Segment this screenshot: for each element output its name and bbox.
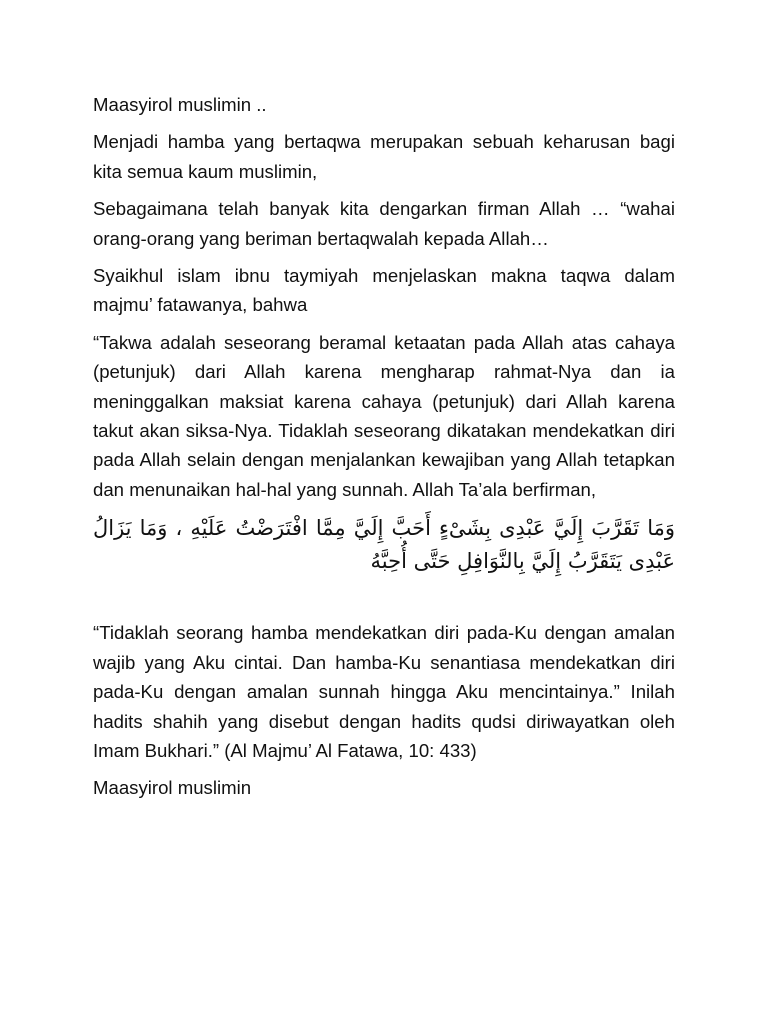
- intro-paragraph: Menjadi hamba yang bertaqwa merupakan sebuah keharusan bagi kita semua kaum muslimin,: [93, 131, 675, 182]
- closing-line: Maasyirol muslimin: [93, 777, 252, 799]
- firman-paragraph: Sebagaimana telah banyak kita dengarkan firman Allah … “wahai orang-orang yang beriman bertaqwalah kepada Allah…: [93, 198, 675, 249]
- greeting-line: Maasyirol muslimin ..: [93, 94, 267, 115]
- takwa-definition-paragraph: “Takwa adalah seseorang beramal ketaatan pada Allah atas cahaya (petunjuk) dari Allah karena mengharap rahmat-Nya dan ia meninggalkan maksiat karena cahaya (petunjuk) dari Allah karena takut akan siksa-Nya. Tidaklah seseorang dikatakan mendekatkan diri pada Allah selain dengan menjalankan kewajiban yang Allah tetapkan dan menunaikan hal-hal yang sunnah. Allah Ta’ala berfirman,: [93, 331, 675, 500]
- hadith-translation-paragraph: “Tidaklah seorang hamba mendekatkan diri pada-Ku dengan amalan wajib yang Aku cintai. Dan hamba-Ku senantiasa mendekatkan diri pada-Ku dengan amalan sunnah hingga Aku mencintainya.” Inilah hadits shahih yang disebut dengan hadits qudsi diriwayatkan oleh Imam Bukhari.” (Al Majmu’ Al Fatawa, 10: 433): [93, 622, 675, 761]
- arabic-hadith-text: وَمَا تَقَرَّبَ إِلَيَّ عَبْدِى بِشَىْءٍ أَحَبَّ إِلَيَّ مِمَّا افْتَرَضْتُ عَلَيْهِ ، وَمَا يَزَالُ عَبْدِى يَتَقَرَّبُ إِلَيَّ بِالنَّوَافِلِ حَتَّى أُحِبَّهُ: [93, 516, 675, 574]
- document-page: [93, 90, 675, 811]
- ibnu-taymiyah-paragraph: Syaikhul islam ibnu taymiyah menjelaskan makna taqwa dalam majmu’ fatawanya, bahwa: [93, 265, 675, 316]
